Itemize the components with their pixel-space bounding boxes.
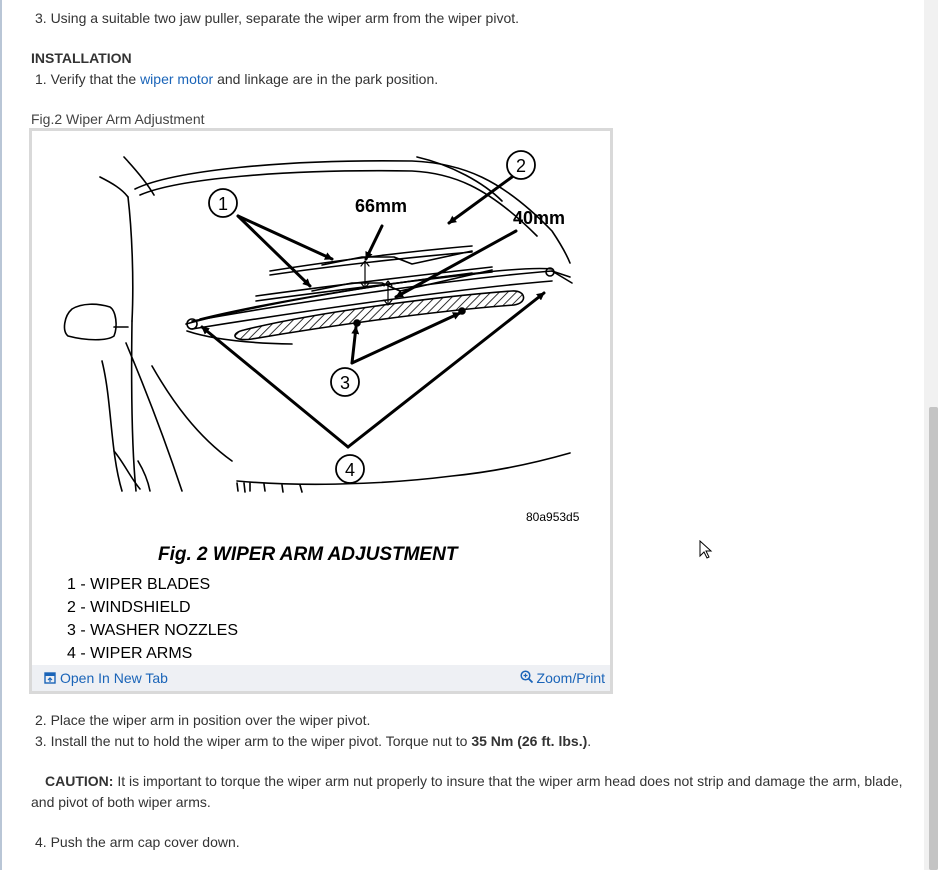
step1-suffix: and linkage are in the park position. [213,71,439,87]
legend-item-4: 4 - WIPER ARMS [67,645,193,662]
installation-step-3 [35,732,591,750]
wiper-arm-diagram [32,131,610,665]
legend-item-2: 2 - WINDSHIELD [67,599,191,616]
left-edge-border [0,0,2,870]
torque-value: 35 Nm (26 ft. lbs.) [471,733,588,749]
removal-step-3: 3. Using a suitable two jaw puller, separate the wiper arm from the wiper pivot. [35,10,520,26]
dimension-66mm: 66mm [355,196,408,216]
caution-text-1: It is important to torque the wiper arm nut properly to insure that the wiper arm head does not strip and damage the arm, blade, [113,773,903,789]
figure-footer-bar [32,665,610,691]
figure-title: Fig. 2 WIPER ARM ADJUSTMENT [158,544,458,565]
callout-3-label: 3 [339,373,351,393]
callout-4-label: 4 [344,460,356,480]
step3-prefix: 3. Install the nut to hold the wiper arm to the wiper pivot. Torque nut to [35,733,472,749]
step3-suffix: . [587,733,592,749]
zoom-icon [520,670,534,684]
open-in-new-tab-label: Open In New Tab [60,670,168,686]
zoom-print-label: Zoom/Print [536,670,605,686]
caution-label: CAUTION: [45,773,114,789]
figure-caption: Fig.2 Wiper Arm Adjustment [31,111,205,127]
callout-1-label: 1 [217,194,229,214]
dimension-40mm: 40mm [513,208,566,228]
caution-line-2: and pivot of both wiper arms. [31,794,211,810]
scrollbar-thumb[interactable] [929,407,938,870]
installation-step-2: 2. Place the wiper arm in position over the wiper pivot. [35,712,371,728]
caution-line-1 [45,772,903,790]
legend-item-3: 3 - WASHER NOZZLES [67,622,238,639]
step1-prefix: 1. Verify that the [35,71,141,87]
callout-2-label: 2 [515,156,527,176]
figure-image-id: 80a953d5 [526,510,580,524]
wiper-motor-link[interactable]: wiper motor [140,71,214,87]
open-in-new-tab-button[interactable] [44,670,168,686]
installation-heading: INSTALLATION [31,50,132,66]
open-tab-icon [44,672,56,684]
installation-step-4: 4. Push the arm cap cover down. [35,834,240,850]
installation-step-1 [35,70,438,88]
figure-container [29,128,613,694]
zoom-print-button[interactable] [520,670,605,686]
mouse-cursor-icon [699,540,713,560]
legend-item-1: 1 - WIPER BLADES [67,576,211,593]
